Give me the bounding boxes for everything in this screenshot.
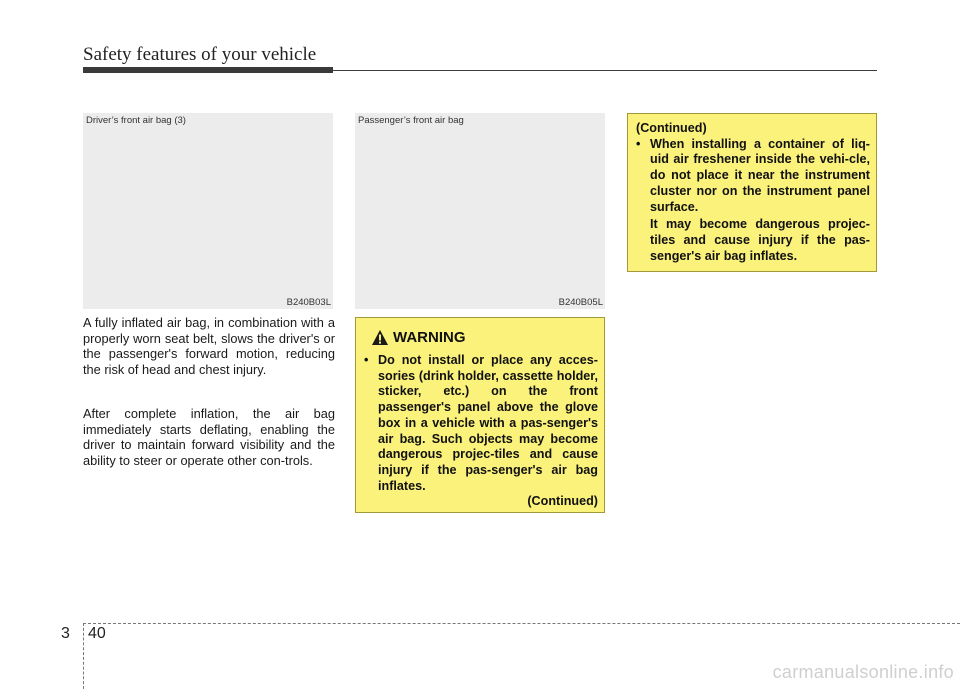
- continued-bullet: [636, 137, 870, 216]
- page-header-title: Safety features of your vehicle: [83, 44, 317, 65]
- watermark: carmanualsonline.info: [772, 662, 954, 682]
- bullet-dot-icon: •: [364, 353, 369, 367]
- figure-passenger-airbag: [355, 113, 605, 309]
- chapter-number: 3: [61, 625, 70, 642]
- warning-title: WARNING: [393, 329, 466, 346]
- figure-caption: Driver’s front air bag (3): [86, 115, 186, 126]
- warning-box: [355, 317, 605, 513]
- warning-text: [364, 353, 598, 510]
- figure-code: B240B03L: [286, 297, 331, 308]
- footer-divider: [83, 623, 84, 689]
- footer-rule: [83, 623, 960, 624]
- header-bar-thin: [333, 70, 877, 71]
- header-bar-thick: [83, 67, 333, 73]
- continued-warning-box: [627, 113, 877, 272]
- page-number: 40: [88, 625, 106, 642]
- figure-code: B240B05L: [558, 297, 603, 308]
- warning-bullet: [364, 353, 598, 494]
- warning-title-row: [371, 329, 466, 346]
- warning-triangle-icon: [371, 329, 389, 346]
- figure-caption: Passenger’s front air bag: [358, 115, 464, 126]
- continued-paragraph: It may become dangerous projec-tiles and cause injury if the pas-senger's air bag inflates.: [650, 217, 870, 263]
- continued-heading: (Continued): [636, 121, 707, 135]
- body-paragraph-2: After complete inflation, the air bag immediately starts deflating, enabling the driver to maintain forward visibility and the ability to steer or operate other con-trols.: [83, 406, 335, 468]
- continued-text: [636, 121, 870, 264]
- continued-bullet-text: When installing a container of liq-uid air freshener inside the vehi-cle, do not place it near the instrument cluster nor on the instrument panel surface.: [650, 136, 870, 214]
- body-paragraph-1: A fully inflated air bag, in combination with a properly worn seat belt, slows the driver's or the passenger's forward motion, reducing the risk of head and chest injury.: [83, 315, 335, 377]
- warning-continued: (Continued): [527, 494, 598, 509]
- warning-bullet-text: Do not install or place any acces-sories (drink holder, cassette holder, sticker, etc.) on the front passenger's panel above the glove box in a vehicle with a pas-senger's air bag. Such objects may become dangerous projec-tiles and cause injury if the pas-senger's air bag inflates.: [378, 353, 598, 493]
- figure-driver-airbag: [83, 113, 333, 309]
- bullet-dot-icon: •: [636, 136, 641, 151]
